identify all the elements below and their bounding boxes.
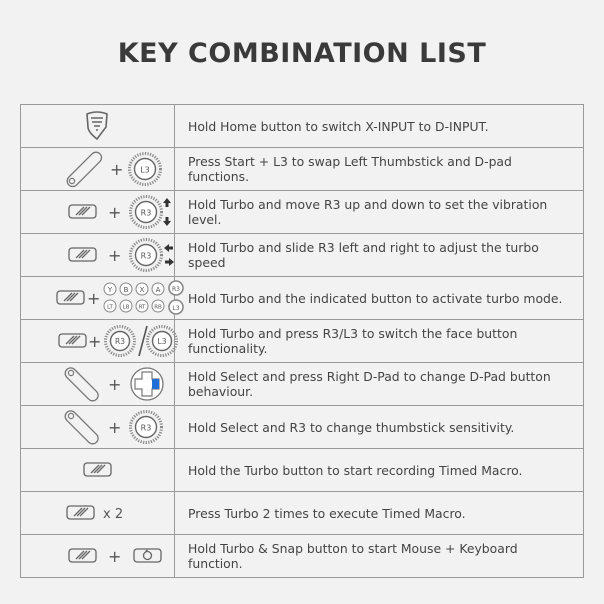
combo-icons	[21, 148, 175, 191]
plus-sign: +	[108, 246, 122, 265]
turbo-button-icon	[57, 291, 84, 304]
turbo-button-icon	[69, 205, 96, 218]
combo-icons	[21, 406, 175, 449]
svg-text:RB: RB	[154, 304, 162, 311]
start-button-icon	[65, 150, 104, 189]
turbo-button-icon	[69, 549, 96, 562]
r3-stick-icon	[106, 327, 135, 356]
table-row	[21, 492, 584, 535]
combo-icons	[21, 492, 175, 535]
table-row	[21, 277, 584, 320]
svg-text:L3: L3	[172, 305, 180, 312]
svg-text:L3: L3	[157, 337, 167, 346]
up-down-arrows-icon	[163, 198, 171, 226]
table-row	[21, 406, 584, 449]
combo-description: Hold Home button to switch X-INPUT to D-INPUT.	[175, 105, 584, 148]
d-pad-right-icon	[131, 368, 163, 400]
combo-description: Press Start + L3 to swap Left Thumbstick and D-pad functions.	[175, 148, 584, 191]
table-row	[21, 449, 584, 492]
table-row	[21, 148, 584, 191]
plus-sign: +	[108, 547, 122, 566]
svg-text:R3: R3	[140, 208, 152, 218]
combo-description: Hold Turbo and the indicated button to activate turbo mode.	[175, 277, 584, 320]
turbo-button-icon	[67, 506, 94, 519]
select-button-icon	[63, 409, 100, 446]
l3-stick-icon	[148, 327, 177, 356]
svg-text:LB: LB	[122, 304, 130, 311]
combo-description: Press Turbo 2 times to execute Timed Macro.	[175, 492, 584, 535]
combo-description: Hold Select and press Right D-Pad to change D-Pad button behaviour.	[175, 363, 584, 406]
face-and-shoulder-buttons-icon	[104, 281, 183, 314]
svg-text:L3: L3	[140, 165, 150, 175]
combo-icons	[21, 191, 175, 234]
svg-text:LT: LT	[107, 304, 113, 311]
combo-icons	[21, 535, 175, 578]
svg-text:R3: R3	[140, 423, 152, 433]
turbo-button-icon	[59, 334, 86, 347]
combo-icons	[21, 277, 180, 320]
r3-stick-icon	[131, 197, 162, 228]
svg-text:R3: R3	[140, 251, 152, 261]
select-button-icon	[63, 366, 100, 403]
combo-description: Hold Turbo and slide R3 left and right to adjust the turbo speed	[175, 234, 584, 277]
turbo-button-icon	[84, 463, 111, 476]
page-title: KEY COMBINATION LIST	[117, 38, 487, 69]
svg-text:R3: R3	[115, 337, 125, 346]
plus-sign: +	[87, 289, 101, 308]
combo-description: Hold Select and R3 to change thumbstick sensitivity.	[175, 406, 584, 449]
home-button-icon	[87, 112, 107, 139]
table-row	[21, 320, 584, 363]
combo-description: Hold Turbo and move R3 up and down to set the vibration level.	[175, 191, 584, 234]
snap-button-icon	[134, 549, 161, 562]
combo-icons	[21, 105, 175, 148]
combo-icons	[21, 234, 175, 277]
svg-text:Y: Y	[107, 286, 113, 294]
plus-sign: +	[88, 332, 102, 351]
left-right-arrows-icon	[164, 244, 174, 266]
combo-icons	[21, 320, 175, 363]
table-row	[21, 363, 584, 406]
table-row	[21, 105, 584, 148]
combo-description: Hold Turbo & Snap button to start Mouse + Keyboard function.	[175, 535, 584, 578]
table-row	[21, 234, 584, 277]
svg-text:RT: RT	[138, 304, 146, 311]
plus-sign: +	[108, 203, 122, 222]
combo-icons	[21, 449, 175, 492]
r3-stick-icon	[131, 240, 162, 271]
svg-text:R3: R3	[172, 286, 180, 293]
plus-sign: +	[108, 418, 122, 437]
svg-text:B: B	[123, 286, 129, 294]
svg-text:X: X	[139, 286, 145, 294]
key-combination-table	[20, 104, 584, 578]
table-row	[21, 535, 584, 578]
slash	[139, 326, 147, 356]
r3-stick-icon	[131, 412, 162, 443]
table-row	[21, 191, 584, 234]
plus-sign: +	[110, 160, 124, 179]
l3-stick-icon	[130, 154, 161, 185]
combo-description: Hold the Turbo button to start recording Timed Macro.	[175, 449, 584, 492]
combo-description: Hold Turbo and press R3/L3 to switch the face button functionality.	[175, 320, 584, 363]
svg-text:A: A	[155, 286, 161, 294]
multiplier-label: x 2	[103, 507, 124, 522]
turbo-button-icon	[69, 248, 96, 261]
combo-icons	[21, 363, 175, 406]
plus-sign: +	[108, 375, 122, 394]
